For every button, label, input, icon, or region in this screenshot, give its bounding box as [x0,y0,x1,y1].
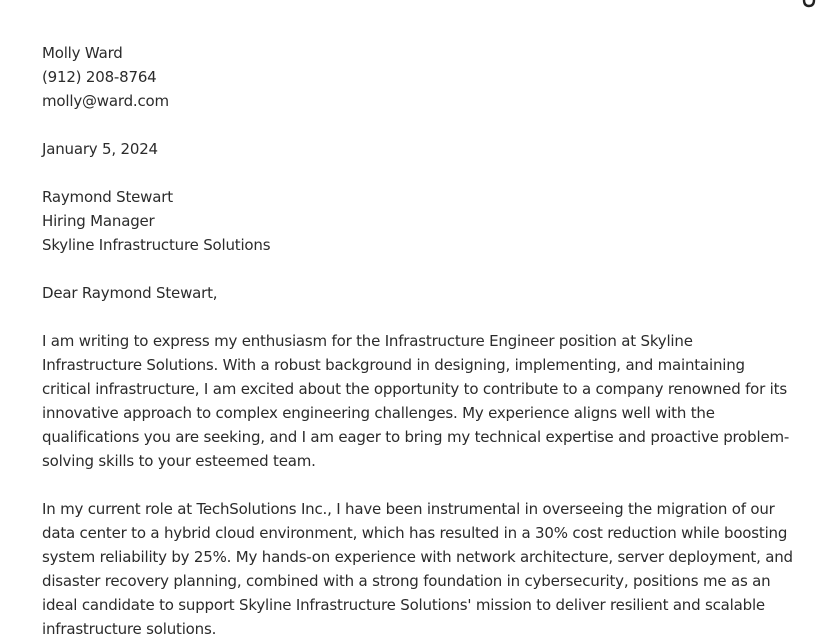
cropped-glyph-icon [802,0,816,8]
body-paragraph: I am writing to express my enthusiasm for the Infrastructure Engineer position at Skyline Infrastructure Solutions. With a robust background in designing, implementing, and maintaining critical infrastructure, I am excited about the opportunity to contribute to a company renowned for its innovative approach to complex engineering challenges. My experience aligns well with the qualifications you are seeking, and I am eager to bring my technical expertise and proactive problem-solving skills to your esteemed team. [42,332,790,470]
sender-block [42,41,802,113]
recipient-title: Hiring Manager [42,212,155,230]
sender-phone: (912) 208-8764 [42,68,157,86]
recipient-company: Skyline Infrastructure Solutions [42,236,271,254]
salutation: Dear Raymond Stewart, [42,284,218,302]
letter-date: January 5, 2024 [42,140,158,158]
body-paragraph: In my current role at TechSolutions Inc., I have been instrumental in overseeing the migration of our data center to a hybrid cloud environment, which has resulted in a 30% cost reduction while boosting system reliability by 25%. My hands-on experience with network architecture, server deployment, and disaster recovery planning, combined with a strong foundation in cybersecurity, positions me as an ideal candidate to support Skyline Infrastructure Solutions' mission to deliver resilient and scalable infrastructure solutions. [42,500,793,638]
sender-email: molly@ward.com [42,92,169,110]
recipient-block [42,185,802,257]
recipient-name: Raymond Stewart [42,188,173,206]
cover-letter [42,41,802,641]
sender-name: Molly Ward [42,44,123,62]
